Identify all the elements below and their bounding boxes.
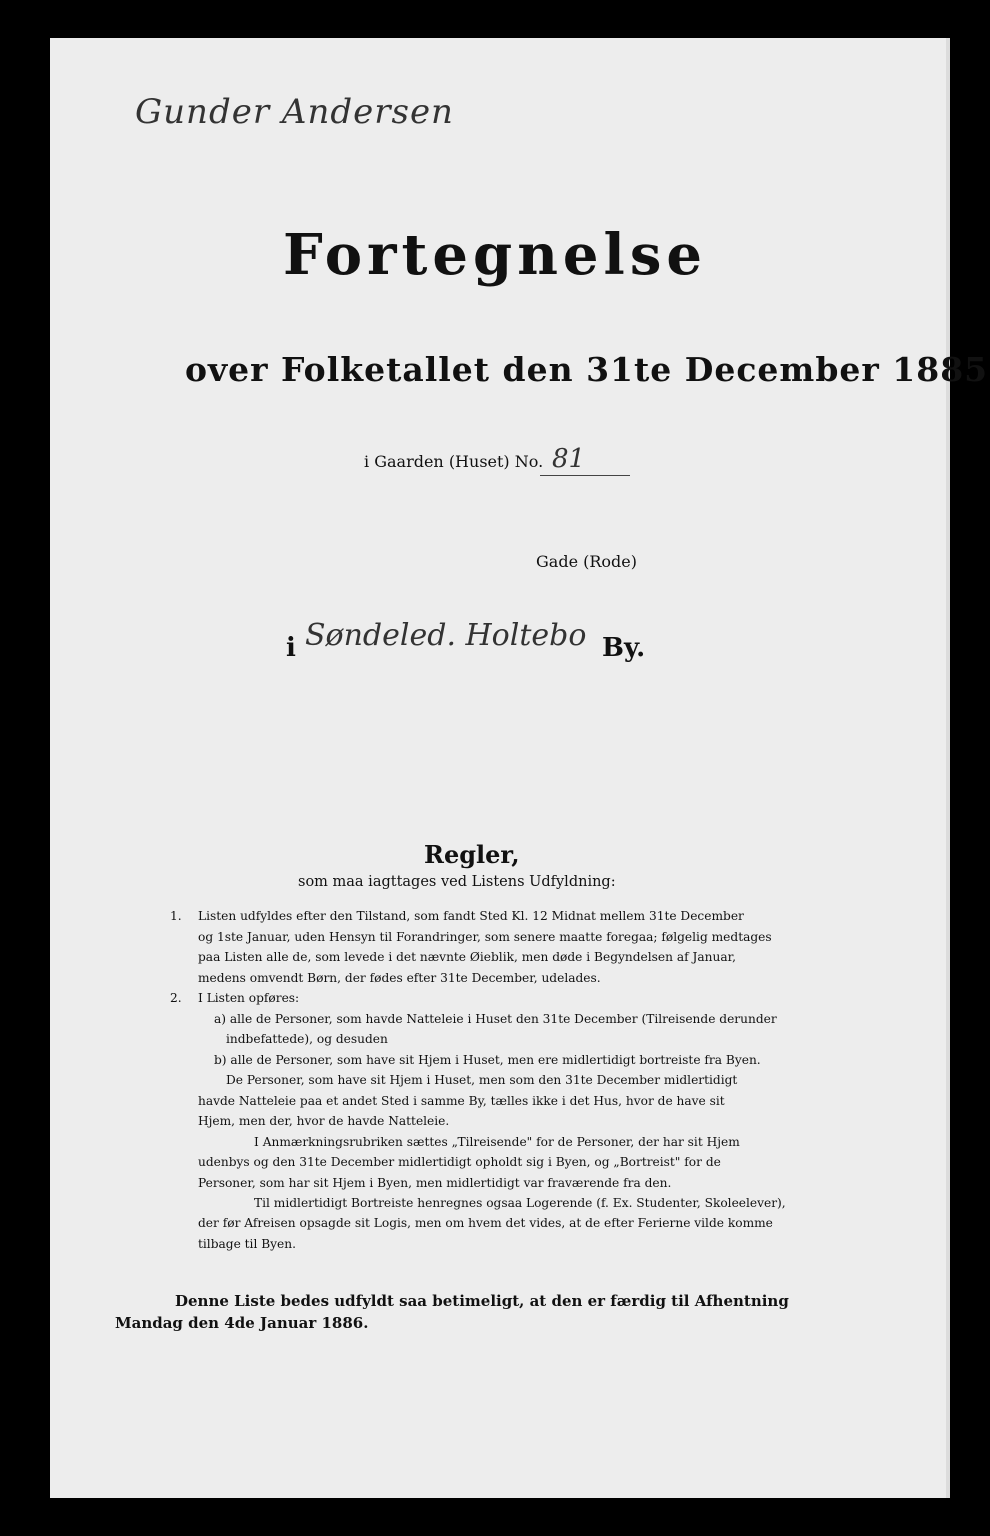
rule-line: 1. Listen udfyldes efter den Tilstand, som fandt Sted Kl. 12 Midnat mellem 31te December [170, 909, 744, 923]
city-prefix: i [286, 633, 296, 663]
rule-line: 2. I Listen opføres: [170, 991, 300, 1005]
rule-line: b) alle de Personer, som have sit Hjem i Huset, men ere midlertidigt bortreiste fra Byen. [214, 1052, 761, 1067]
house-number: 81 [552, 444, 586, 474]
rule-line: I Anmærkningsrubriken sættes „Tilreisende" for de Personer, der har sit Hjem [254, 1134, 740, 1149]
city-handwritten: Søndeled. Holtebo [305, 618, 587, 653]
form-title: Fortegnelse [283, 222, 707, 288]
rules-list-continued [198, 1213, 773, 1254]
rule-line: De Personer, som have sit Hjem i Huset, men som den 31te December midlertidigt [226, 1073, 738, 1087]
handwritten-signature: Gunder Andersen [135, 92, 454, 132]
rule-line: paa Listen alle de, som levede i det nævnte Øieblik, men døde i Begyndelsen af Januar, [198, 950, 736, 964]
city-suffix: By. [602, 633, 646, 663]
rule-line: indbefattede), og desuden [226, 1032, 388, 1046]
rule-line: a) alle de Personer, som havde Natteleie i Huset den 31te December (Tilreisende derunder [214, 1011, 777, 1026]
rule-line: og 1ste Januar, uden Hensyn til Forandringer, som senere maatte foregaa; følgelig medtages [198, 929, 772, 944]
deadline-notice [115, 1290, 789, 1334]
deadline-line-2: Mandag den 4de Januar 1886. [115, 1314, 369, 1332]
rule-line: Personer, som har sit Hjem i Byen, men midlertidigt var fraværende fra den. [198, 1175, 672, 1190]
street-label: Gade (Rode) [536, 552, 637, 571]
rule-line: medens omvendt Børn, der fødes efter 31te December, udelades. [198, 970, 601, 985]
rule-line: tilbage til Byen. [198, 1236, 296, 1251]
form-subtitle: over Folketallet den 31te December 1885 [185, 350, 989, 389]
rules-intro: som maa iagttages ved Listens Udfyldning: [298, 874, 616, 890]
house-label: i Gaarden (Huset) No. [364, 452, 544, 471]
rule-line: udenbys og den 31te December midlertidigt opholdt sig i Byen, og „Bortreist" for de [198, 1155, 721, 1169]
rule-line: Hjem, men der, hvor de havde Natteleie. [198, 1114, 450, 1128]
rules-heading: Regler, [424, 840, 520, 869]
rules-list [170, 906, 790, 1216]
rule-line: havde Natteleie paa et andet Sted i samme By, tælles ikke i det Hus, hvor de have sit [198, 1093, 725, 1108]
deadline-line-1: Denne Liste bedes udfyldt saa betimeligt, at den er færdig til Afhentning [175, 1292, 789, 1310]
rule-line: der før Afreisen opsagde sit Logis, men om hvem det vides, at de efter Ferierne vilde komme [198, 1216, 773, 1230]
house-number-line [540, 475, 630, 476]
rule-line: Til midlertidigt Bortreiste henregnes ogsaa Logerende (f. Ex. Studenter, Skoleelever), [254, 1196, 786, 1210]
